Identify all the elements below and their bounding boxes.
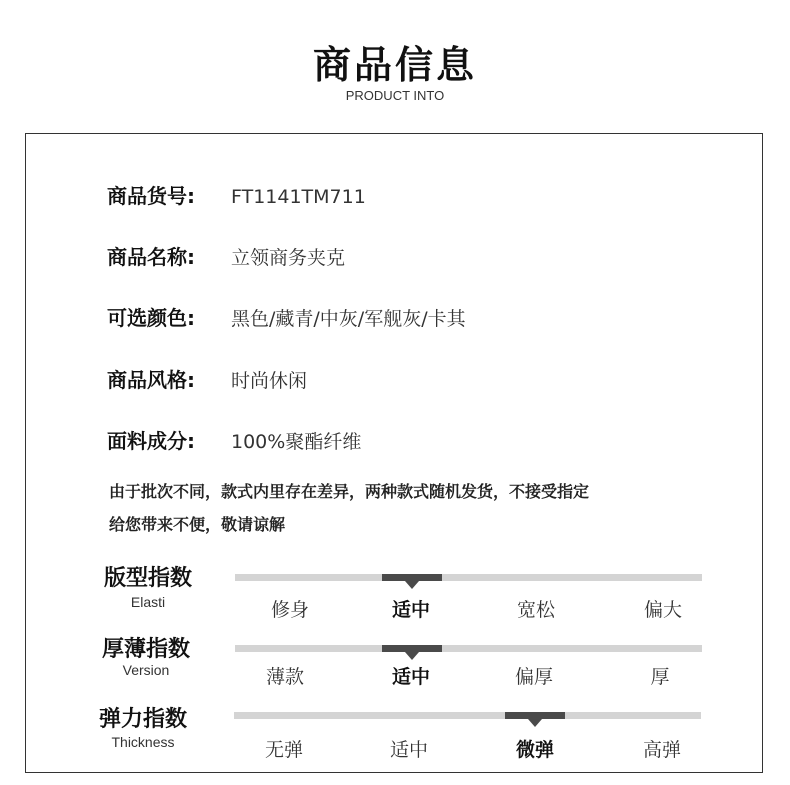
index-track-thickness [235, 645, 702, 652]
notice-line-2: 给您带来不便，敬请谅解 [109, 515, 286, 534]
info-label: 商品风格: [107, 368, 195, 392]
index-name-thickness: 厚薄指数 [101, 637, 190, 662]
info-value: 时尚休闲 [231, 370, 308, 392]
info-row-fabric [107, 426, 361, 456]
option-elasticity-medium: 适中 [389, 739, 428, 761]
info-row-colors [107, 303, 466, 333]
page-title: 商品信息 [312, 43, 477, 87]
option-thickness-thick: 厚 [650, 666, 670, 688]
info-label: 商品名称: [107, 245, 195, 269]
info-value: 立领商务夹克 [231, 247, 346, 269]
option-elasticity-slight: 微弹 [515, 739, 554, 761]
info-value: 100%聚酯纤维 [231, 431, 362, 453]
marker-pointer-icon [405, 581, 419, 589]
info-row-item-number [107, 181, 366, 211]
index-marker-thickness [382, 645, 442, 652]
index-name-elasticity: 弹力指数 [98, 707, 187, 732]
info-label: 可选颜色: [107, 306, 195, 330]
index-marker-fit [382, 574, 442, 581]
index-track-elasticity [234, 712, 701, 719]
option-fit-slim: 修身 [270, 599, 309, 621]
info-value: 黑色/藏青/中灰/军舰灰/卡其 [231, 308, 466, 330]
option-fit-large: 偏大 [643, 599, 682, 621]
index-sub-elasticity: Thickness [111, 734, 175, 750]
marker-pointer-icon [405, 652, 419, 660]
option-elasticity-high: 高弹 [642, 739, 681, 761]
option-fit-medium: 适中 [391, 599, 430, 621]
info-value: FT1141TM711 [231, 186, 366, 208]
option-thickness-thin: 薄款 [265, 666, 304, 688]
marker-pointer-icon [528, 719, 542, 727]
option-fit-loose: 宽松 [516, 599, 555, 621]
index-sub-thickness: Version [122, 662, 170, 678]
index-track-fit [235, 574, 702, 581]
option-elasticity-none: 无弹 [264, 739, 303, 761]
page-subtitle: PRODUCT INTO [345, 88, 445, 103]
index-sub-fit: Elasti [130, 594, 166, 610]
notice-line-1: 由于批次不同，款式内里存在差异，两种款式随机发货，不接受指定 [109, 482, 590, 501]
index-marker-elasticity [505, 712, 565, 719]
info-label: 面料成分: [107, 429, 195, 453]
option-thickness-thickish: 偏厚 [514, 666, 553, 688]
option-thickness-medium: 适中 [391, 666, 430, 688]
index-name-fit: 版型指数 [103, 566, 192, 591]
info-row-product-name [107, 242, 345, 272]
info-row-style [107, 365, 307, 395]
info-label: 商品货号: [107, 184, 195, 208]
